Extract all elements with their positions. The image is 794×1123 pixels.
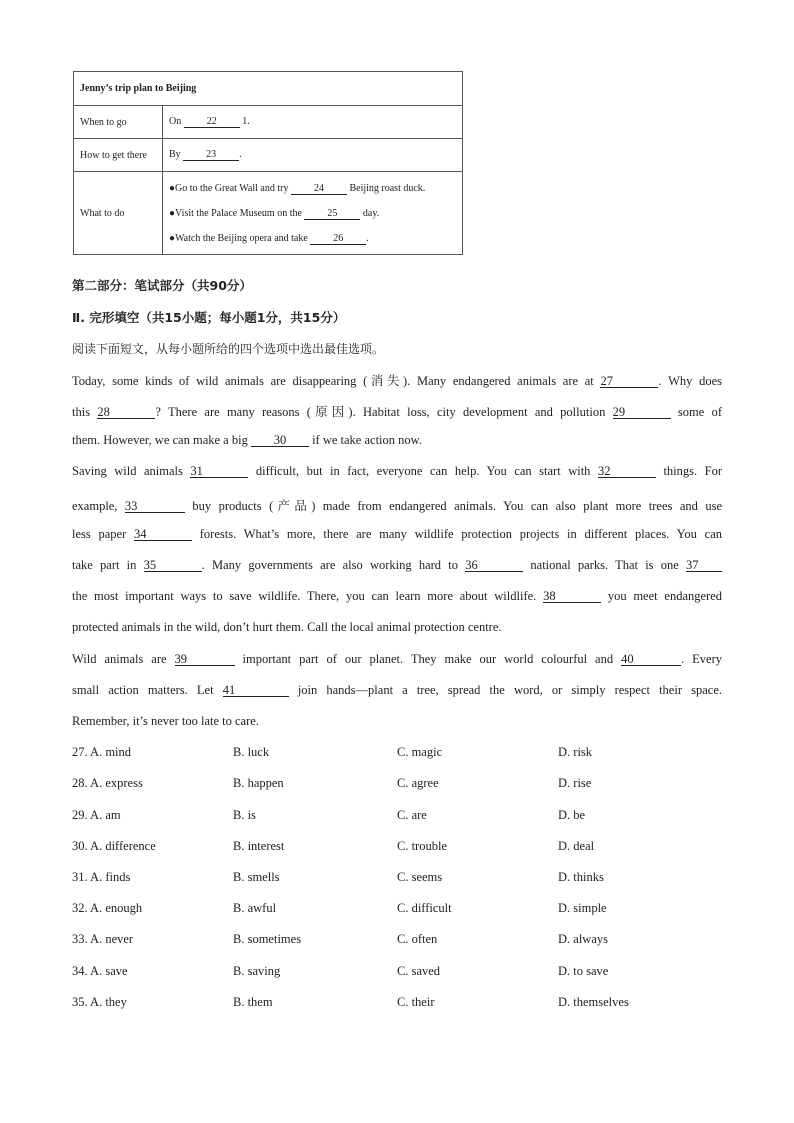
passage-line: less paper 34 forests. What’s more, there are many wildlife protection projects in different places. You can xyxy=(72,527,723,541)
option-row: 29. A. am B. is C. are D. be xyxy=(72,808,586,822)
passage-line: Wild animals are 39 important part of our planet. They make our world colourful and 40 . Every xyxy=(72,652,723,666)
table-row xyxy=(74,106,463,139)
blank-35: 35 xyxy=(144,559,202,572)
blank-29: 29 xyxy=(613,406,671,419)
section-heading: 第二部分：笔试部分（共90分） xyxy=(72,278,252,293)
blank-27: 27 xyxy=(600,375,658,388)
blank-24: 24 xyxy=(291,183,347,195)
passage-line: this 28 ? There are many reasons (原因). Habitat loss, city development and pollution 29 some of xyxy=(72,405,723,419)
row-label: How to get there xyxy=(74,139,163,172)
blank-36: 36 xyxy=(465,559,523,572)
blank-22: 22 xyxy=(184,116,240,128)
passage-line: example, 33 buy products (产品) made from endangered animals. You can also plant more trees and use xyxy=(72,499,722,513)
blank-40: 40 xyxy=(621,653,681,666)
list-item: ●Visit the Palace Museum on the 25 day. xyxy=(169,207,380,219)
passage-line: Remember, it’s never too late to care. xyxy=(72,714,259,728)
table-row xyxy=(74,139,463,172)
passage-line: small action matters. Let 41 join hands—plant a tree, spread the word, or simply respect their space. xyxy=(72,683,722,697)
blank-28: 28 xyxy=(97,406,155,419)
blank-23: 23 xyxy=(183,149,239,161)
blank-41: 41 xyxy=(223,684,289,697)
row-content: On 22 1. xyxy=(163,106,463,139)
blank-25: 25 xyxy=(304,208,360,220)
row-label: When to go xyxy=(74,106,163,139)
option-row: 32. A. enough B. awful C. difficult D. simple xyxy=(72,901,607,915)
blank-33: 33 xyxy=(125,500,185,513)
blank-30: 30 xyxy=(251,434,309,447)
blank-31: 31 xyxy=(190,465,248,478)
row-content: By 23 . xyxy=(163,139,463,172)
passage-line: Saving wild animals 31 difficult, but in fact, everyone can help. You can start with 32 things. For xyxy=(72,464,723,478)
blank-34: 34 xyxy=(134,528,192,541)
trip-plan-table xyxy=(73,71,463,255)
passage-line: Today, some kinds of wild animals are disappearing (消失). Many endangered animals are at 27 . Why does xyxy=(72,374,723,388)
option-row: 31. A. finds B. smells C. seems D. thinks xyxy=(72,870,604,884)
option-row: 33. A. never B. sometimes C. often D. always xyxy=(72,932,608,946)
option-row: 28. A. express B. happen C. agree D. rise xyxy=(72,776,592,790)
passage-line: protected animals in the wild, don’t hurt them. Call the local animal protection centre. xyxy=(72,620,502,634)
table-row xyxy=(74,172,463,255)
list-item: ●Watch the Beijing opera and take 26 . xyxy=(169,232,369,244)
option-row: 27. A. mind B. luck C. magic D. risk xyxy=(72,745,593,759)
table-title: Jenny’s trip plan to Beijing xyxy=(74,72,463,106)
list-item: ●Go to the Great Wall and try 24 Beijing roast duck. xyxy=(169,182,426,194)
blank-32: 32 xyxy=(598,465,656,478)
option-row: 34. A. save B. saving C. saved D. to save xyxy=(72,964,609,978)
option-row: 30. A. difference B. interest C. trouble D. deal xyxy=(72,839,595,853)
part-heading: Ⅱ. 完形填空（共15小题；每小题1分，共15分） xyxy=(72,310,346,325)
blank-26: 26 xyxy=(310,233,366,245)
row-content xyxy=(163,172,463,255)
blank-38: 38 xyxy=(543,590,601,603)
blank-37: 37 xyxy=(686,559,722,572)
passage-line: the most important ways to save wildlife. There, you can learn more about wildlife. 38 you meet endangered xyxy=(72,589,722,603)
passage-line: them. However, we can make a big 30 if we take action now. xyxy=(72,433,422,447)
option-row: 35. A. they B. them C. their D. themselves xyxy=(72,995,629,1009)
blank-39: 39 xyxy=(175,653,235,666)
instruction-text: 阅读下面短文，从每小题所给的四个选项中选出最佳选项。 xyxy=(72,342,385,356)
row-label: What to do xyxy=(74,172,163,255)
passage-line: take part in 35 . Many governments are also working hard to 36 national parks. That is one 37 xyxy=(72,558,722,573)
